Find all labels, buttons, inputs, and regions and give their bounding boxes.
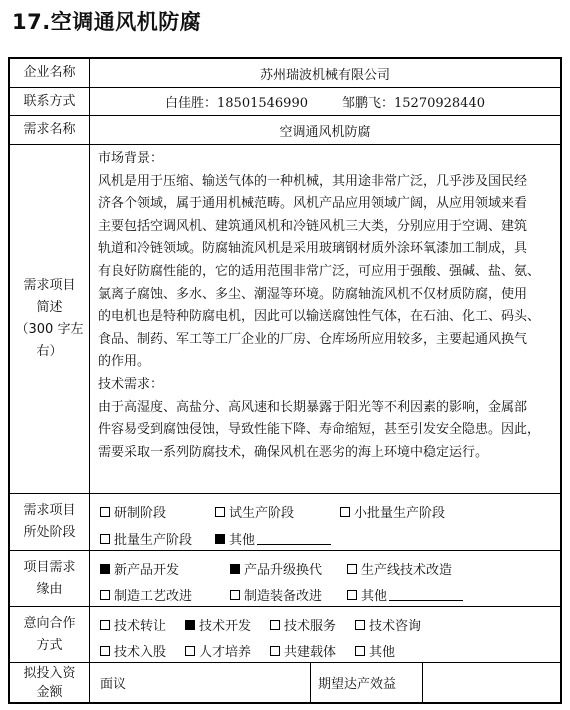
company-value: 苏州瑞波机械有限公司 — [259, 67, 390, 83]
checkbox-icon — [347, 564, 357, 574]
row-divider — [10, 144, 560, 145]
checkbox-icon — [355, 620, 365, 630]
description-line: 风机是用于压缩、输送气体的一种机械，其用途非常广泛，几乎涉及国民经 — [98, 173, 528, 189]
stage-option-mass[interactable] — [100, 529, 192, 548]
demand-name-label: 需求名称 — [23, 122, 76, 137]
row-divider — [10, 550, 560, 551]
column-divider — [310, 662, 311, 702]
origin-option-upgrade[interactable] — [230, 559, 322, 578]
benefit-label: 期望达产效益 — [318, 677, 397, 692]
checkbox-icon — [230, 590, 240, 600]
column-divider — [422, 662, 423, 702]
stage-option-other[interactable] — [215, 529, 331, 548]
coop-option-talent[interactable] — [185, 641, 251, 660]
option-label: 批量生产阶段 — [114, 533, 193, 548]
option-label: 技术开发 — [199, 619, 252, 634]
coop-option-other[interactable] — [355, 641, 395, 660]
option-label: 人才培养 — [199, 645, 252, 660]
contact-value — [90, 88, 560, 115]
coop-option-consulting[interactable] — [355, 615, 421, 634]
other-blank — [257, 532, 331, 545]
option-label: 技术入股 — [114, 645, 167, 660]
stage-label — [10, 494, 89, 550]
checkbox-icon — [185, 646, 195, 656]
description-label-line: 右） — [36, 344, 63, 359]
checkbox-checked-icon — [230, 564, 240, 574]
option-label: 产品升级换代 — [244, 563, 323, 578]
option-label: 研制阶段 — [114, 506, 167, 521]
description-line: 有良好防腐性能的，它的适用范围非常广泛，可应用于强酸、强碱、盐、氨、 — [98, 263, 541, 279]
demand-form-table — [8, 57, 562, 704]
option-label: 新产品开发 — [114, 563, 180, 578]
origin-option-new-product[interactable] — [100, 559, 179, 578]
description-line: 济各个领域，属于通用机械范畴。风机产品应用领域广阔，从应用领域来看 — [98, 196, 528, 212]
description-line: 氯离子腐蚀、多水、多尘、潮湿等环境。防腐轴流风机不仅材质防腐，使用 — [98, 286, 528, 302]
option-label: 生产线技术改造 — [361, 563, 453, 578]
option-label: 技术服务 — [284, 619, 337, 634]
option-label: 试生产阶段 — [229, 506, 295, 521]
checkbox-checked-icon — [215, 534, 225, 544]
checkbox-icon — [100, 590, 110, 600]
demand-name-value: 空调通风机防腐 — [279, 124, 371, 140]
checkbox-icon — [270, 646, 280, 656]
origin-option-process[interactable] — [100, 585, 192, 604]
checkbox-checked-icon — [100, 564, 110, 574]
cooperation-label-line: 意向合作 — [23, 615, 76, 631]
checkbox-icon — [355, 646, 365, 656]
document-heading: 17.空调通风机防腐 — [12, 10, 202, 34]
option-label: 其他 — [369, 645, 396, 660]
origin-option-line-retrofit[interactable] — [347, 559, 452, 578]
description-line: 主要包括空调风机、建筑通风机和冷链风机三大类，分别应用于空调、建筑 — [98, 218, 528, 234]
company-label: 企业名称 — [23, 65, 76, 80]
option-label: 小批量生产阶段 — [354, 506, 446, 521]
contact-label: 联系方式 — [23, 93, 76, 109]
origin-option-other[interactable] — [347, 585, 463, 604]
row-divider — [10, 606, 560, 607]
checkbox-icon — [347, 590, 357, 600]
description-text — [98, 148, 554, 464]
coop-option-transfer[interactable] — [100, 615, 166, 634]
description-line: 的作用。 — [98, 354, 151, 370]
coop-option-development[interactable] — [185, 615, 251, 634]
row-divider — [10, 493, 560, 494]
contact-person-1: 白佳胜：18501546990 — [165, 96, 308, 111]
coop-option-service[interactable] — [270, 615, 336, 634]
cooperation-label — [10, 607, 89, 662]
coop-option-equity[interactable] — [100, 641, 166, 660]
option-label: 制造装备改进 — [244, 589, 323, 604]
option-label: 制造工艺改进 — [114, 589, 193, 604]
checkbox-icon — [270, 620, 280, 630]
investment-value: 面议 — [100, 677, 127, 692]
description-line: 件容易受到腐蚀侵蚀，导致性能下降、寿命缩短，甚至引发安全隐患。因此， — [98, 422, 541, 438]
coop-option-platform[interactable] — [270, 641, 336, 660]
origin-label-line: 项目需求 — [23, 559, 76, 575]
option-label: 共建载体 — [284, 645, 337, 660]
option-label: 技术转让 — [114, 619, 167, 634]
checkbox-icon — [215, 507, 225, 517]
description-label-line: 简述 — [36, 300, 63, 315]
description-label-line: 需求项目 — [23, 278, 76, 293]
other-blank — [389, 588, 463, 601]
contact-person-2: 邹鹏飞：15270928440 — [342, 96, 485, 111]
description-line: 技术需求： — [98, 376, 164, 392]
description-line: 市场背景： — [98, 151, 164, 166]
checkbox-icon — [100, 534, 110, 544]
investment-label — [10, 663, 89, 702]
description-line: 的电机也是特种防腐电机，因此可以输送腐蚀性气体，在石油、化工、码头、 — [98, 309, 541, 325]
stage-option-trial[interactable] — [215, 502, 294, 521]
checkbox-checked-icon — [185, 620, 195, 630]
description-line: 食品、制药、军工等工厂企业的厂房、仓库场所应用较多，主要起通风换气 — [98, 331, 528, 347]
origin-option-equipment[interactable] — [230, 585, 322, 604]
investment-label-line: 金额 — [36, 684, 63, 700]
checkbox-icon — [340, 507, 350, 517]
description-label — [10, 145, 89, 493]
description-label-line: （300 字左 — [15, 322, 84, 337]
checkbox-icon — [100, 646, 110, 656]
column-divider — [89, 59, 90, 702]
checkbox-icon — [100, 507, 110, 517]
stage-option-research[interactable] — [100, 502, 166, 521]
checkbox-icon — [100, 620, 110, 630]
option-label: 其他 — [361, 589, 388, 604]
origin-label — [10, 551, 89, 606]
investment-label-line: 拟投入资 — [23, 665, 76, 681]
description-line: 由于高湿度、高盐分、高风速和长期暴露于阳光等不利因素的影响，金属部 — [98, 399, 528, 415]
stage-label-line: 需求项目 — [23, 503, 76, 518]
row-divider — [10, 662, 560, 663]
option-label: 技术咨询 — [369, 619, 422, 634]
description-line: 需要采取一系列防腐技术，确保风机在恶劣的海上环境中稳定运行。 — [98, 444, 489, 460]
stage-label-line: 所处阶段 — [23, 525, 76, 540]
origin-label-line: 缘由 — [36, 581, 63, 597]
description-line: 轨道和冷链领域。防腐轴流风机是采用玻璃钢材质外涂环氧漆加工制成，具 — [98, 241, 528, 257]
option-label: 其他 — [229, 533, 256, 548]
stage-option-small-batch[interactable] — [340, 502, 445, 521]
cooperation-label-line: 方式 — [36, 637, 63, 653]
